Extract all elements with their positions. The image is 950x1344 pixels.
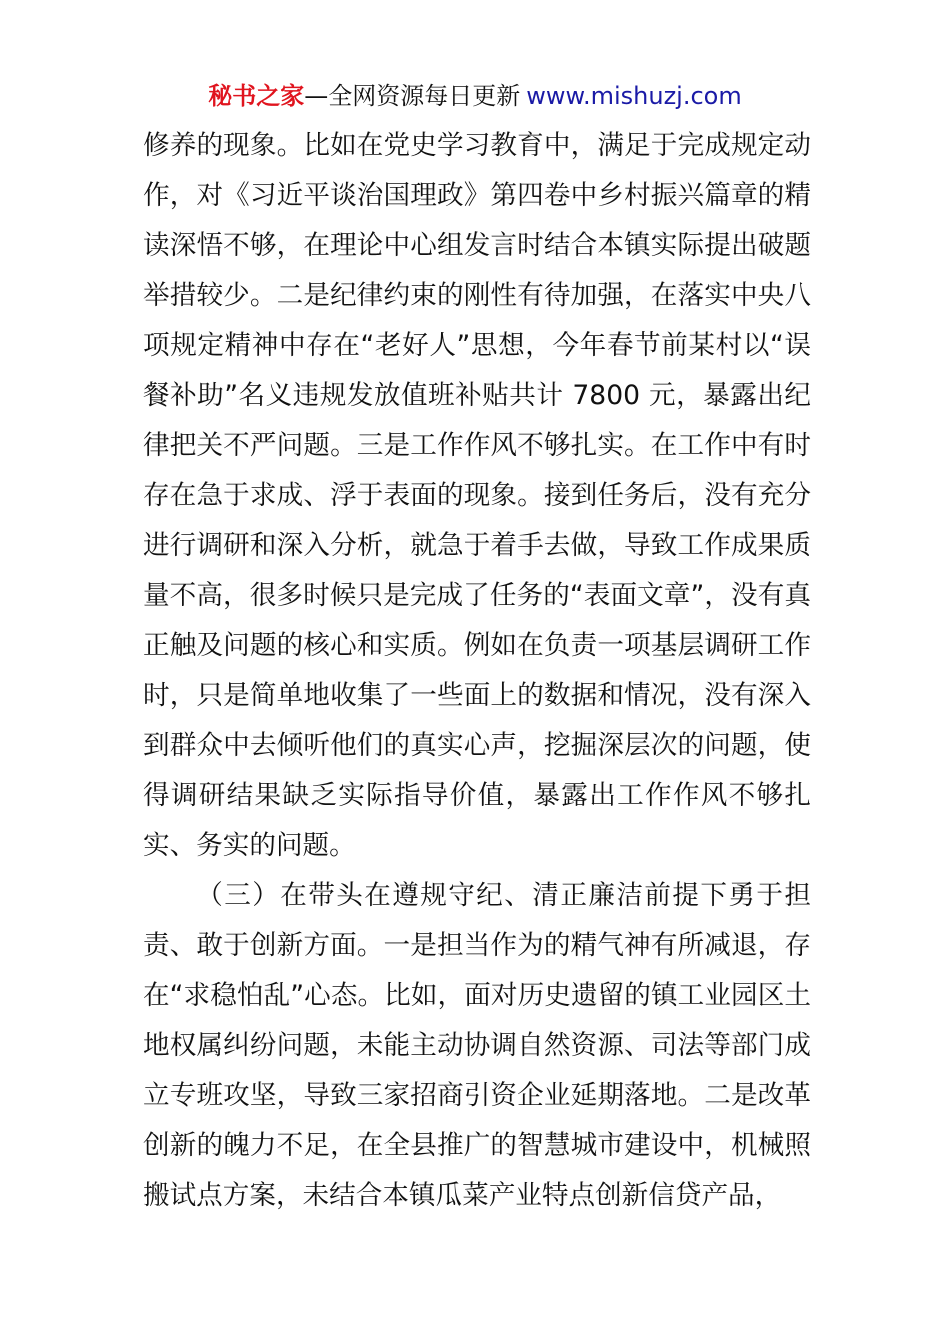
page-header bbox=[0, 80, 950, 112]
brand-name: 秘书之家 bbox=[208, 82, 305, 110]
document-body bbox=[143, 121, 811, 1221]
site-url-link[interactable]: www.mishuzj.com bbox=[526, 82, 742, 110]
paragraph-continuation: 修养的现象。比如在党史学习教育中，满足于完成规定动作，对《习近平谈治国理政》第四卷中乡村振兴篇章的精读深悟不够，在理论中心组发言时结合本镇实际提出破题举措较少。二是纪律约束的刚性有待加强，在落实中央八项规定精神中存在“老好人”思想，今年春节前某村以“误餐补助”名义违规发放值班补贴共计 7800 元，暴露出纪律把关不严问题。三是工作作风不够扎实。在工作中有时存在急于求成、浮于表面的现象。接到任务后，没有充分进行调研和深入分析，就急于着手去做，导致工作成果质量不高，很多时候只是完成了任务的“表面文章”，没有真正触及问题的核心和实质。例如在负责一项基层调研工作时，只是简单地收集了一些面上的数据和情况，没有深入到群众中去倾听他们的真实心声，挖掘深层次的问题，使得调研结果缺乏实际指导价值，暴露出工作作风不够扎实、务实的问题。 bbox=[143, 130, 811, 861]
header-tagline: —全网资源每日更新 bbox=[304, 82, 521, 110]
paragraph-section-three: （三）在带头在遵规守纪、清正廉洁前提下勇于担责、敢于创新方面。一是担当作为的精气神有所减退，存在“求稳怕乱”心态。比如，面对历史遗留的镇工业园区土地权属纠纷问题，未能主动协调自然资源、司法等部门成立专班攻坚，导致三家招商引资企业延期落地。二是改革创新的魄力不足，在全县推广的智慧城市建设中，机械照搬试点方案，未结合本镇瓜菜产业特点创新信贷产品， bbox=[143, 880, 811, 1211]
